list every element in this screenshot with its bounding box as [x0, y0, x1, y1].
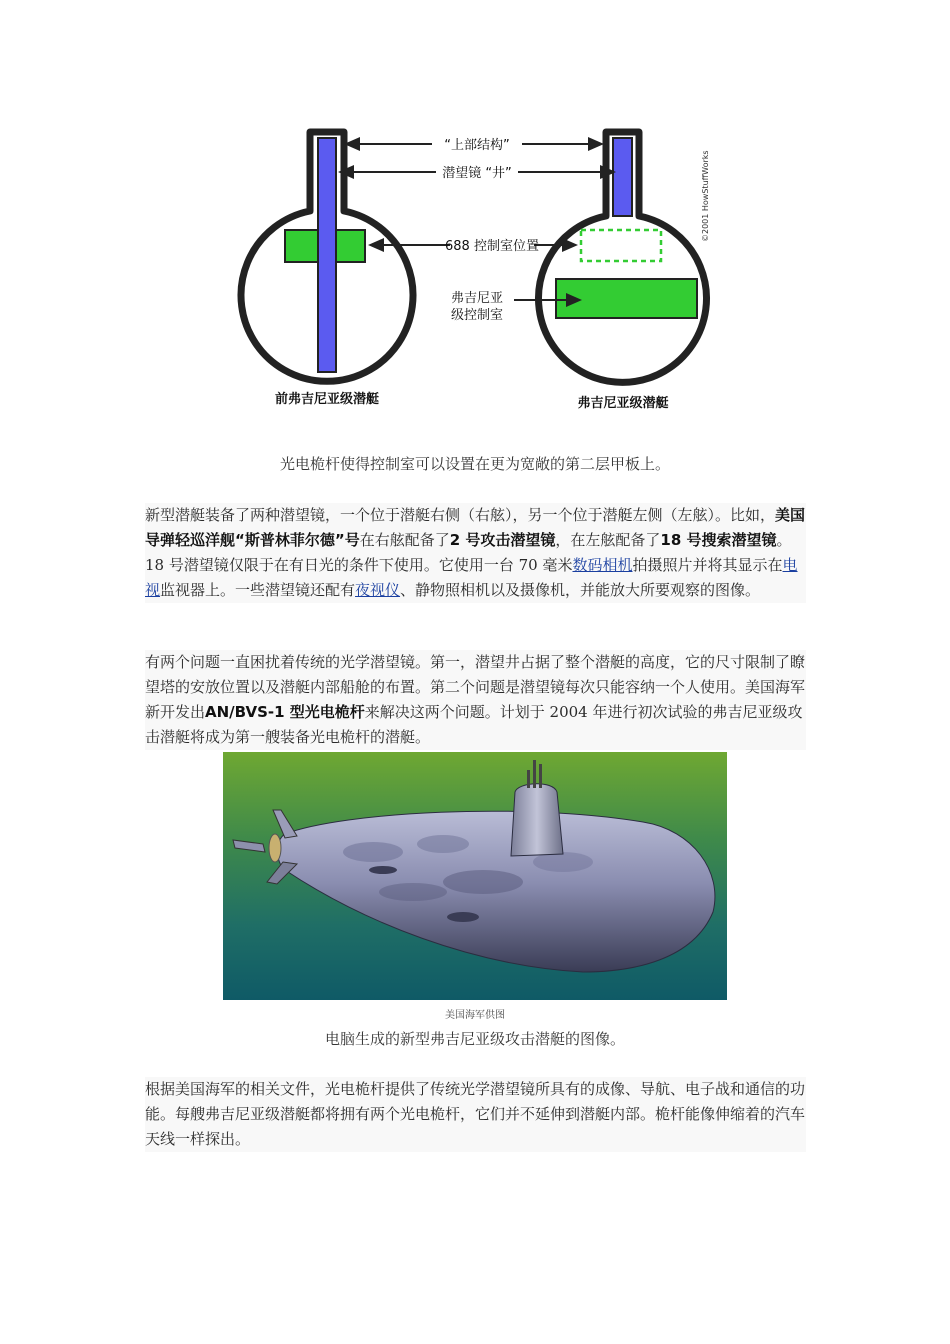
paragraph-photonic-mast: 根据美国海军的相关文件，光电桅杆提供了传统光学潜望镜所具有的成像、导航、电子战和通信的功能。每艘弗吉尼亚级潜艇都将拥有两个光电桅杆，它们并不延伸到潜艇内部。桅杆能像伸缩着的汽车天线一样探出。 [145, 1077, 806, 1152]
para2-text-1: 有两个问题一直困扰着传统的光学潜望镜。第一，潜望井占据了整个潜艇的高度，它的尺寸限制了瞭望塔的安放位置以及潜艇内部船舱的布置。第二个问题是潜望镜每次只能容纳一个人使用。美国海军新开发出 [145, 653, 806, 721]
para1-text-4: 。18 号潜望镜仅限于在有日光的条件下使用。它使用一台 70 毫米 [145, 531, 792, 574]
para1-text-3: ，在左舷配备了 [555, 531, 661, 549]
periscope-diagram [236, 120, 716, 420]
para1-text-1: 新型潜艇装备了两种潜望镜，一个位于潜艇右侧（右舷），另一个位于潜艇左侧（左舷）。比如， [145, 506, 776, 524]
para1-text-2: 在右舷配备了 [359, 531, 450, 549]
copyright-text: ©2001 HowStuffWorks [701, 150, 710, 242]
para1-bold-periscope-18: 18 号搜索潜望镜 [660, 531, 777, 549]
submarine-image [223, 752, 727, 1000]
para1-bold-periscope-2: 2 号攻击潜望镜 [449, 531, 556, 549]
label-virginia: 弗吉尼亚级潜艇 [577, 396, 669, 411]
photo-credit: 美国海军供图 [445, 1010, 505, 1021]
label-688-control: 688 控制室位置 [445, 239, 539, 254]
paragraph-periscope-types [145, 503, 806, 603]
submarine-caption: 电脑生成的新型弗吉尼亚级攻击潜艇的图像。 [324, 1030, 625, 1048]
label-pre-virginia: 前弗吉尼亚级潜艇 [274, 392, 380, 407]
television-link[interactable]: 电视 [145, 556, 798, 599]
label-superstructure: “上部结构” [444, 138, 510, 153]
label-periscope-well: 潜望镜 “井” [442, 166, 512, 181]
para2-text-2: 来解决这两个问题。计划于 2004 年进行初次试验的弗吉尼亚级攻击潜艇将成为第一艘装备光电桅杆的潜艇。 [145, 703, 803, 746]
label-virginia-control-1: 弗吉尼亚 [450, 291, 504, 306]
virginia-periscope [613, 138, 632, 216]
para1-text-5: 拍摄照片并将其显示在 [632, 556, 783, 574]
diagram-caption: 光电桅杆使得控制室可以设置在更为宽敞的第二层甲板上。 [279, 455, 670, 473]
pre-virginia-periscope [318, 138, 336, 372]
para1-bold-ship: 美国导弹轻巡洋舰“斯普林菲尔德”号 [145, 506, 806, 549]
para2-bold-mast: AN/BVS-1 型光电桅杆 [205, 703, 365, 721]
label-virginia-control-2: 级控制室 [450, 308, 504, 323]
para1-text-6: 监视器上。一些潜望镜还配有 [160, 581, 356, 599]
night-vision-link[interactable]: 夜视仪 [355, 581, 401, 599]
digital-camera-link[interactable]: 数码相机 [572, 556, 633, 574]
para1-text-7: 、静物照相机以及摄像机，并能放大所要观察的图像。 [400, 581, 761, 599]
paragraph-optical-problems [145, 650, 806, 750]
